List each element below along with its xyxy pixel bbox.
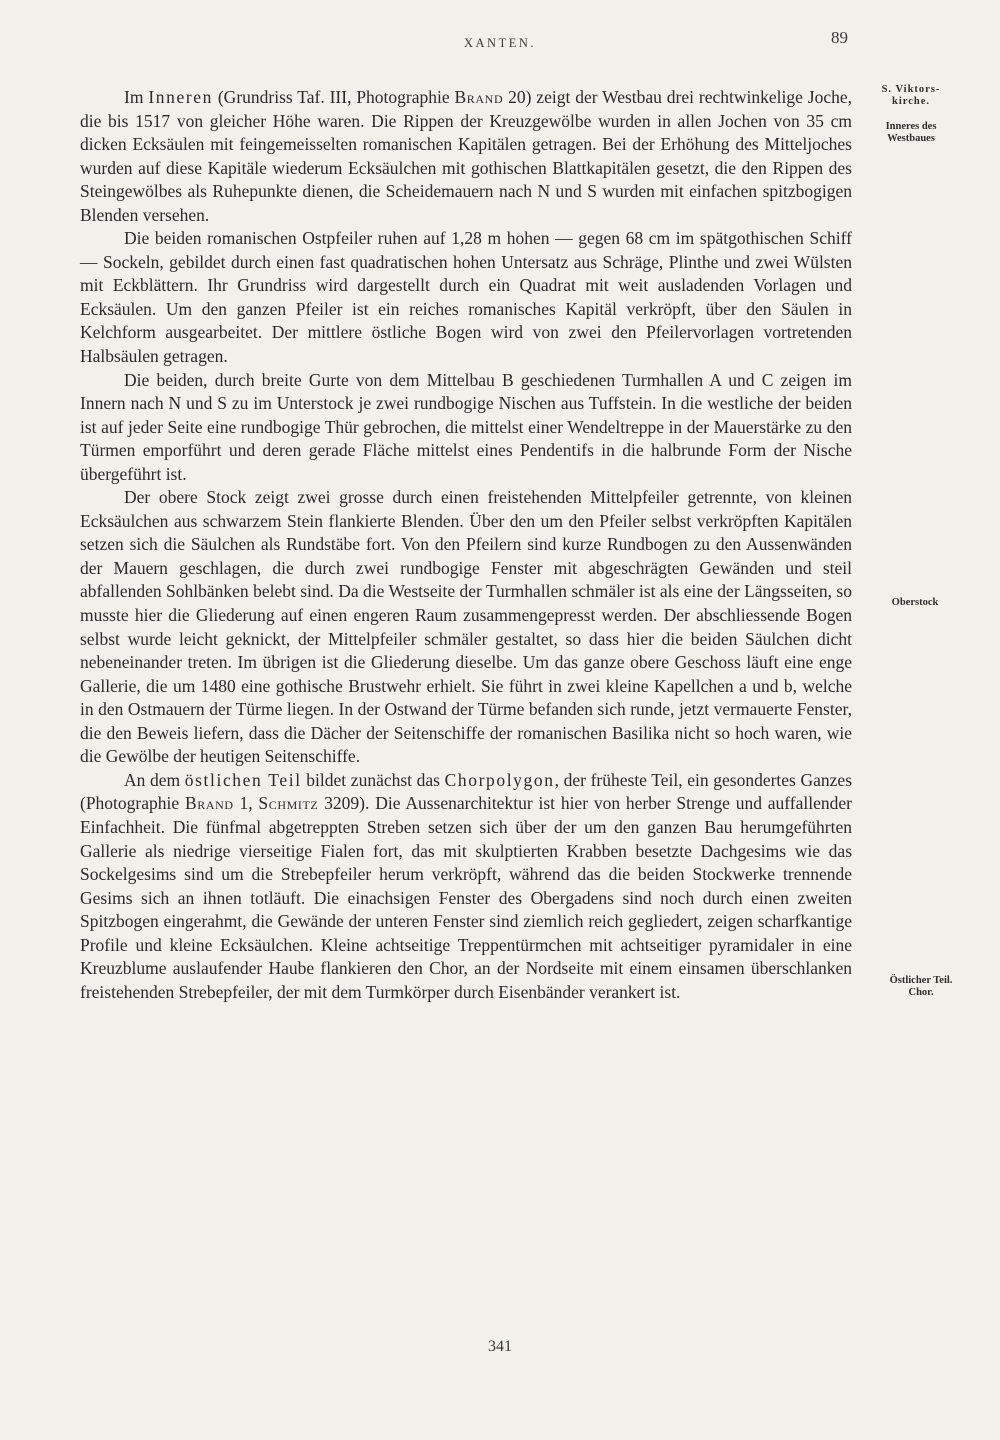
emphasis-run: Inneren <box>148 87 213 107</box>
text-run: Im <box>124 87 149 107</box>
text-run: Die beiden romanischen Ostpfeiler ruhen auf 1,28 m hohen — gegen 68 cm im spätgothischen Schiff — Sockeln, gebildet durch einen fast quadratischen hohen Untersatz aus Schräge, Plinthe und zwei Wülsten mit Eckblättern. Ihr Grundriss wird dargestellt durch ein Quadrat mit weit ausladenden Vorlagen und Ecksäulen. Um den ganzen Pfeiler ist ein reiches romanisches Kapitäl verkröpft, über den Säulen in Kelchform ausgearbeitet. Der mittlere östliche Bogen wird von zwei den Pfeilervorlagen vortretenden Halbsäulen getragen. <box>80 228 852 367</box>
paragraph <box>80 769 852 1004</box>
margin-note-oberstock <box>870 597 960 609</box>
paragraph <box>80 369 852 487</box>
margin-note-oestlicher-teil <box>866 975 976 999</box>
paragraph <box>80 227 852 368</box>
text-run: , der früheste Teil, ein gesondertes Ganzes (Photographie <box>80 769 853 814</box>
emphasis-run: östlichen Teil <box>184 769 302 790</box>
emphasis-run: Schmitz <box>258 793 319 814</box>
emphasis-run: Chorpolygon <box>444 769 555 790</box>
text-run: bildet zunächst das <box>301 769 445 790</box>
text-run: Die beiden, durch breite Gurte von dem Mittelbau B geschiedenen Turmhallen A und C zeigen im Innern nach N und S zu im Unterstock je zwei rundbogige Nischen aus Tuffstein. In die westliche der beiden ist auf jeder Seite eine rundbogige Thür gebrochen, die mittelst einer Wendeltreppe in der Mauerstärke zu den Türmen emporführt und deren gerade Fläche mittelst eines Pendentifs in die halbrunde Form der Nische übergeführt ist. <box>80 369 852 484</box>
paragraph <box>80 86 852 227</box>
signature-number: 341 <box>488 1338 512 1355</box>
body-text <box>80 86 852 1004</box>
emphasis-run: Brand <box>454 87 504 107</box>
margin-note-text: Oberstock <box>891 597 939 608</box>
margin-note-text: S. Viktors- kirche. <box>881 84 941 107</box>
margin-note-text: Östlicher Teil. Chor. <box>889 975 953 998</box>
page-number: 89 <box>831 28 848 47</box>
paragraph <box>80 486 852 769</box>
margin-note-text: Inneres des Westbaues <box>885 121 937 144</box>
text-run: 20) zeigt der Westbau drei rechtwinkelige Joche, die bis 1517 von gleicher Höhe waren. Die Rippen der Kreuzgewölbe wurden in allen Jochen von 35 cm dicken Ecksäulen mit feingemeisselten romanischen Kapitälen getragen. Bei der Erhöhung des Mitteljoches wurden auf diese Kapitäle wiederum Ecksäulchen mit gothischen Blattkapitälen gesetzt, die den Rippen des Steingewölbes als Ruhepunkte dienen, die Scheidemauern nach N und S wurden mit einfachen spitzbogigen Blenden versehen. <box>80 87 852 225</box>
text-run: 3209). Die Aussenarchitektur ist hier von herber Strenge und auffallender Einfachheit. Die fünfmal abgetreppten Streben setzen sich über der um den ganzen Bau herumgeführten Gallerie als niedrige vierseitige Fialen fort, das mit skulptierten Krabben besetzte Dachgesims wie das Sockelgesims sind um die Strebepfeiler herum verkröpft, während das die beiden Stockwerke trennende Gesims sich an ihnen totläuft. Die einachsigen Fenster des Obergadens sind noch durch einen zweiten Spitzbogen eingerahmt, die Gewände der unteren Fenster sind ziemlich reich gegliedert, zeigen scharfkantige Profile und kleine Ecksäulchen. Kleine achtseitige Treppentürmchen mit achtseitiger pyramidaler in eine Kreuzblume auslaufender Haube flankieren den Chor, an der Nordseite mit einem einsamen überschlanken freistehenden Strebepfeiler, der mit dem Turmkörper durch Eisenbänder verankert ist. <box>80 793 852 1002</box>
margin-note-viktorskirche <box>856 84 966 108</box>
emphasis-run: Brand <box>184 793 234 814</box>
text-run: Der obere Stock zeigt zwei grosse durch einen freistehenden Mittelpfeiler getrennte, von kleinen Ecksäulchen aus schwarzem Stein flankierte Blenden. Über den um den Pfeiler selbst verkröpften Kapitälen setzen sich die Säulchen als Rundstäbe fort. Von den Pfeilern sind kurze Rundbogen zu den Aussenwänden der Mauern geschlagen, die durch zwei rundbogige Fenster mit abgeschrägten Gewänden und steil abfallenden Sohlbänken belebt sind. Da die Westseite der Turmhallen schmäler ist als eine der Längsseiten, so musste hier die Gliederung auf einen engeren Raum zusammengepresst werden. Der abschliessende Bogen selbst wurde leicht geknickt, der Mittelpfeiler schmäler gestaltet, so dass hier die beiden Säulchen dicht nebeneinander treten. Im übrigen ist die Gliederung dieselbe. Um das ganze obere Geschoss läuft eine enge Gallerie, die um 1480 eine gothische Brustwehr erhielt. Sie führt in zwei kleine Kapellchen a und b, welche in den Ostmauern der Türme liegen. In der Ostwand der Türme befanden sich runde, jetzt vermauerte Fenster, die den Beweis liefern, dass die Dächer der Seitenschiffe der romanischen Basilika nicht so hoch waren, wie die Gewölbe der heutigen Seitenschiffe. <box>80 487 852 767</box>
text-run: 1, <box>233 793 259 814</box>
text-run: An dem <box>124 769 185 790</box>
running-head: XANTEN. <box>463 36 536 50</box>
text-run: (Grundriss Taf. III, Photographie <box>212 87 455 107</box>
margin-note-inneres-westbau <box>856 121 966 145</box>
